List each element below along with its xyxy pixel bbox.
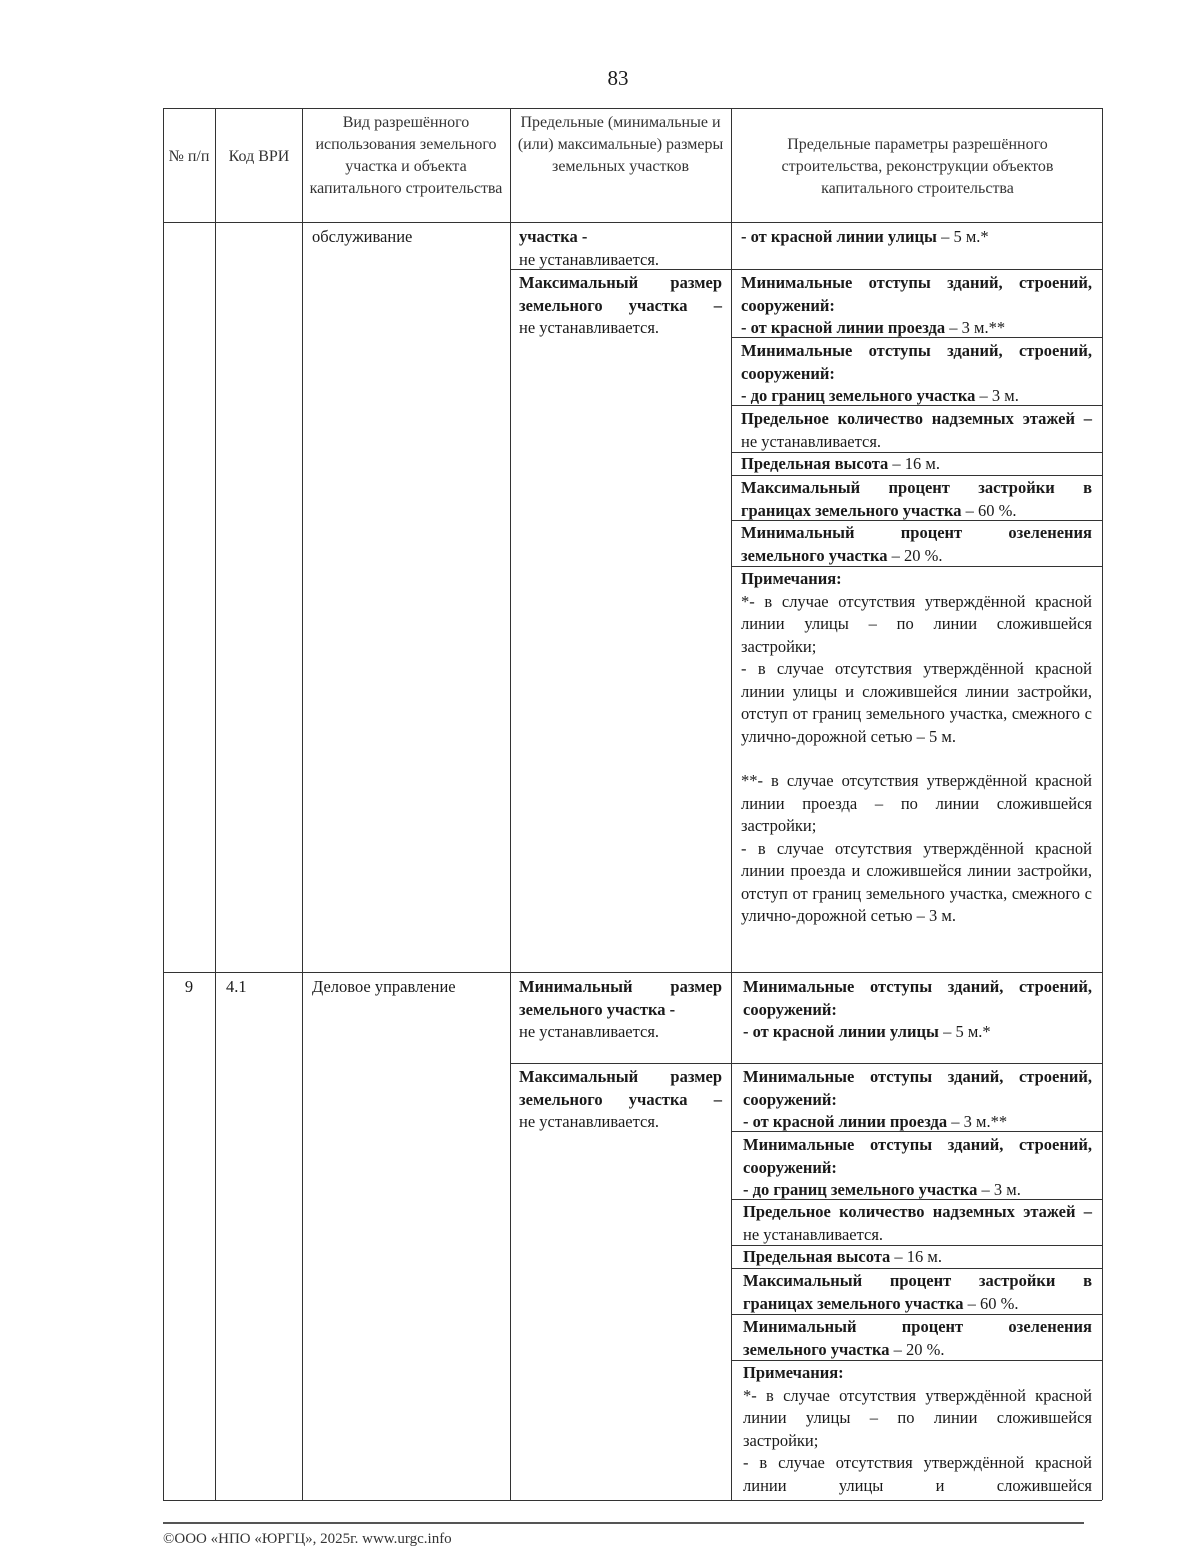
- param-cell: Предельное количество надземных этажей – не устанавливается.: [743, 1202, 1092, 1244]
- kind-cell: Деловое управление: [312, 977, 456, 996]
- size-label: Максимальный размер земельного участка –: [519, 1067, 722, 1109]
- size-label: участка -: [519, 227, 588, 246]
- note: - в случае отсутствия утверждённой красной линии проезда и сложившейся линии застройки, отступ от границ земельного участка, смежного с улично-дорожной сетью – 3 м.: [741, 838, 1092, 925]
- param-cell: - от красной линии улицы – 5 м.*: [741, 227, 989, 246]
- table-border-top: [163, 108, 1102, 109]
- param-cell: Минимальный процент озеленения земельного участка – 20 %.: [743, 1317, 1092, 1359]
- page-number: 83: [607, 66, 629, 90]
- size-value: не устанавливается.: [519, 1022, 660, 1041]
- header-num: № п/п: [168, 148, 210, 165]
- header-sizes: Предельные (минимальные и (или) максимальные) размеры земельных участков: [517, 114, 724, 175]
- notes-cell: [741, 568, 1092, 928]
- header-code: Код ВРИ: [228, 148, 290, 165]
- note: - в случае отсутствия утверждённой красной линии улицы и сложившейся: [743, 1453, 1092, 1495]
- footer-rule: [163, 1522, 1084, 1524]
- notes-cell: [743, 1362, 1092, 1497]
- param-cell: Минимальный процент озеленения земельного участка – 20 %.: [741, 523, 1092, 565]
- param-cell: Минимальные отступы зданий, строений, сооружений: - от красной линии улицы – 5 м.*: [743, 977, 1092, 1041]
- param-cell: Минимальные отступы зданий, строений, сооружений: - от красной линии проезда – 3 м.**: [741, 273, 1092, 337]
- param-cell: Минимальные отступы зданий, строений, сооружений: - до границ земельного участка – 3 м.: [741, 341, 1092, 405]
- note: **- в случае отсутствия утверждённой красной линии проезда – по линии сложившейся застройки;: [741, 771, 1092, 835]
- param-cell: Предельное количество надземных этажей – не устанавливается.: [741, 409, 1092, 451]
- param-cell: Минимальные отступы зданий, строений, сооружений: - до границ земельного участка – 3 м.: [743, 1135, 1092, 1199]
- row-number: 9: [184, 977, 194, 996]
- table-col-divider: [731, 108, 732, 1500]
- param-cell: Максимальный процент застройки в границах земельного участка – 60 %.: [741, 478, 1092, 520]
- table-border-left: [163, 108, 164, 1500]
- param-cell: Предельная высота – 16 м.: [743, 1247, 942, 1266]
- size-max-cell: [519, 272, 722, 340]
- table-col-divider: [510, 108, 511, 1500]
- param-cell: Максимальный процент застройки в границах земельного участка – 60 %.: [743, 1271, 1092, 1313]
- size-max-cell: [519, 1066, 722, 1134]
- size-label: Максимальный размер земельного участка –: [519, 273, 722, 315]
- size-label: Минимальный размер земельного участка -: [519, 977, 722, 1019]
- size-value: не устанавливается.: [519, 1112, 660, 1131]
- note: *- в случае отсутствия утверждённой красной линии улицы – по линии сложившейся застройки;: [741, 591, 1092, 656]
- row-code: 4.1: [226, 977, 247, 996]
- header-divider: [163, 222, 1102, 223]
- table-border-right: [1102, 108, 1103, 1500]
- header-params: Предельные параметры разрешённого строительства, реконструкции объектов капитального строительства: [781, 136, 1054, 197]
- cell-divider: [731, 1063, 1102, 1064]
- kind-cell: обслуживание: [312, 227, 413, 246]
- size-value: не устанавливается.: [519, 318, 660, 337]
- row-divider: [163, 972, 1102, 973]
- param-cell: Предельная высота – 16 м.: [741, 454, 940, 473]
- footer-copyright: ©ООО «НПО «ЮРГЦ», 2025г. www.urgc.info: [163, 1531, 452, 1547]
- size-min-cell: [519, 976, 722, 1044]
- note: - в случае отсутствия утверждённой красной линии улицы и сложившейся линии застройки, отступ от границ земельного участка, смежного с улично-дорожной сетью – 5 м.: [741, 659, 1092, 746]
- note: *- в случае отсутствия утверждённой красной линии улицы – по линии сложившейся застройки;: [743, 1385, 1092, 1450]
- notes-title: Примечания:: [743, 1363, 844, 1382]
- cell-divider: [510, 1063, 731, 1064]
- notes-title: Примечания:: [741, 569, 842, 588]
- header-kind: Вид разрешённого использования земельного участка и объекта капитального строительства: [309, 114, 503, 197]
- size-value: не устанавливается.: [519, 249, 660, 269]
- cell-divider: [731, 269, 1102, 270]
- table-col-divider: [215, 108, 216, 1500]
- table-col-divider: [302, 108, 303, 1500]
- table-border-bottom: [163, 1500, 1102, 1501]
- size-min-cell: [519, 226, 722, 271]
- param-cell: Минимальные отступы зданий, строений, сооружений: - от красной линии проезда – 3 м.**: [743, 1067, 1092, 1131]
